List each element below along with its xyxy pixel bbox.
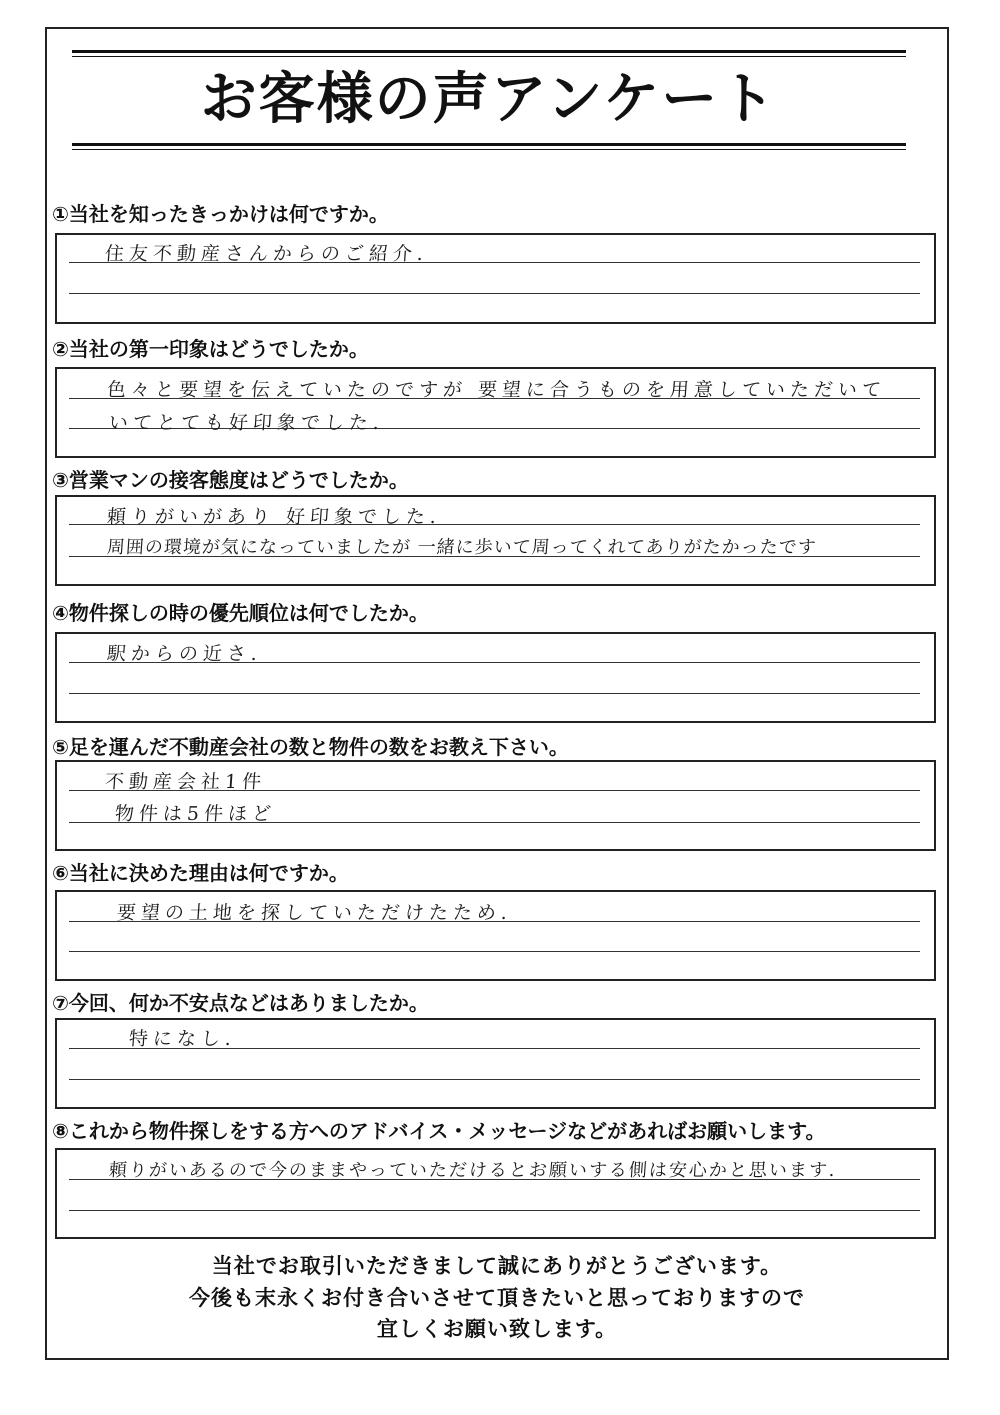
question-8-label: ⑧これから物件探しをする方へのアドバイス・メッセージなどがあればお願いします。 <box>52 1119 826 1143</box>
answer-2-line-1: 色々と要望を伝えていたのですが 要望に合うものを用意していただいて <box>106 379 887 401</box>
answer-3-line-2: 周囲の環境が気になっていましたが 一緒に歩いて周ってくれてありがたかったです <box>106 537 818 558</box>
answer-box-5 <box>55 760 936 851</box>
answer-2-line-2: いてとても好印象でした. <box>108 412 385 434</box>
answer-box-2 <box>55 367 936 458</box>
question-1-label: ①当社を知ったきっかけは何ですか。 <box>52 202 389 226</box>
answer-box-3 <box>55 495 936 586</box>
answer-line <box>69 693 920 694</box>
answer-5-line-1: 不動産会社1件 <box>104 771 267 793</box>
answer-7-line-1: 特になし. <box>128 1028 237 1050</box>
answer-6-line-1: 要望の土地を探していただけたため. <box>116 902 513 924</box>
answer-line <box>69 1210 920 1211</box>
question-6-label: ⑥当社に決めた理由は何ですか。 <box>52 861 349 885</box>
answer-box-8 <box>55 1148 936 1239</box>
answer-1-line-1: 住友不動産さんからのご紹介. <box>104 243 429 265</box>
closing-line-1: 当社でお取引いただきまして誠にありがとうございます。 <box>211 1254 783 1278</box>
answer-box-4 <box>55 632 936 723</box>
answer-4-line-1: 駅からの近さ. <box>106 643 263 665</box>
page-title: お客様の声アンケート <box>200 67 778 132</box>
answer-line <box>69 293 920 294</box>
answer-box-7 <box>55 1018 936 1109</box>
answer-line <box>69 951 920 952</box>
answer-3-line-1: 頼りがいがあり 好印象でした. <box>106 506 442 528</box>
answer-box-1 <box>55 233 936 324</box>
title-top-rule <box>72 50 906 57</box>
question-3-label: ③営業マンの接客態度はどうでしたか。 <box>52 468 409 492</box>
question-5-label: ⑤足を運んだ不動産会社の数と物件の数をお教え下さい。 <box>52 735 569 759</box>
answer-box-6 <box>55 890 936 981</box>
answer-8-line-1: 頼りがいあるので今のままやっていただけるとお願いする側は安心かと思います. <box>108 1160 838 1181</box>
closing-line-3: 宜しくお願い致します。 <box>376 1317 618 1341</box>
answer-line <box>69 1079 920 1080</box>
answer-5-line-2: 物件は5件ほど <box>114 803 277 825</box>
question-4-label: ④物件探しの時の優先順位は何でしたか。 <box>52 601 429 625</box>
question-7-label: ⑦今回、何か不安点などはありましたか。 <box>52 991 429 1015</box>
closing-line-2: 今後も末永くお付き合いさせて頂きたいと思っておりますので <box>189 1286 805 1310</box>
title-bottom-rule <box>72 143 906 150</box>
question-2-label: ②当社の第一印象はどうでしたか。 <box>52 337 369 361</box>
